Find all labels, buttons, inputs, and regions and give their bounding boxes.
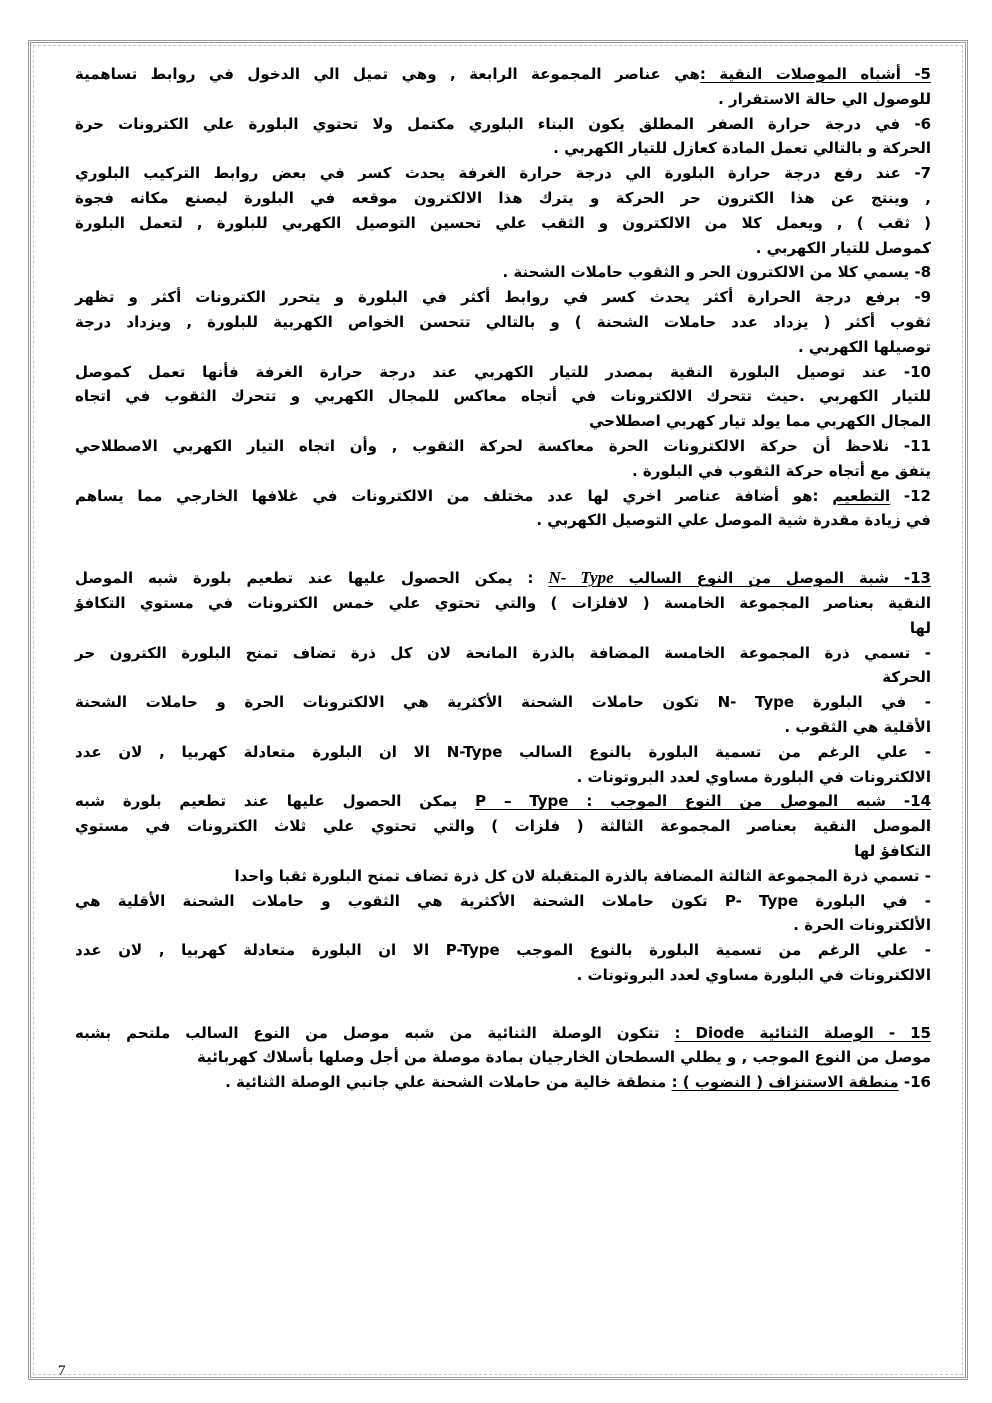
text-line bbox=[75, 839, 931, 864]
text-line bbox=[75, 864, 931, 889]
paragraph bbox=[75, 789, 931, 863]
text-line bbox=[75, 186, 931, 211]
line-text: :هو أضافة عناصر اخري لها عدد مختلف من الالكترونات في غلافها الخارجي مما يساهم bbox=[75, 486, 833, 505]
line-text: 7- عند رفع درجة حرارة البلورة الي درجة حرارة الغرفة يحدث كسر في بعض روابط التركيب البلوري bbox=[75, 164, 931, 183]
line-text: تتكون الوصلة الثنائية من شبه موصل من النوع السالب ملتحم بشبه bbox=[75, 1023, 675, 1042]
underlined-heading: منطقة الاستنزاف ( النضوب ) : bbox=[671, 1073, 899, 1092]
text-line bbox=[75, 459, 931, 484]
line-text: هي عناصر المجموعة الرابعة , وهي تميل الي الدخول في روابط تساهمية bbox=[75, 65, 700, 83]
paragraph bbox=[75, 484, 931, 534]
line-text: يتفق مع أتجاه حركة الثقوب في البلورة . bbox=[632, 461, 931, 480]
line-text: للتيار الكهربي .حيث تتحرك الالكترونات في أتجاه معاكس للمجال الكهربي و تتحرك الثقوب في اتجاه bbox=[75, 387, 931, 406]
paragraph bbox=[75, 1070, 931, 1095]
line-text: - تسمي ذرة المجموعة الخامسة المضافة بالذرة المانحة لان كل ذرة تضاف تمنح البلورة الكترون حر bbox=[75, 643, 931, 662]
underlined-heading: 5- أشباه الموصلات النقية : bbox=[699, 65, 931, 83]
text-line bbox=[75, 260, 931, 285]
paragraph bbox=[75, 690, 931, 740]
line-text: 8- يسمي كلا من الالكترون الحر و الثقوب حاملات الشحنة . bbox=[502, 263, 931, 282]
text-line bbox=[75, 310, 931, 335]
text-line bbox=[75, 566, 931, 591]
underlined-heading: 15 - الوصلة الثنائية Diode : bbox=[674, 1023, 931, 1042]
underlined-heading bbox=[548, 569, 931, 587]
paragraph-gap bbox=[75, 988, 931, 1021]
text-line bbox=[75, 62, 931, 87]
paragraph bbox=[75, 112, 931, 162]
text-line bbox=[75, 360, 931, 385]
text-line bbox=[75, 87, 931, 112]
text-line bbox=[75, 591, 931, 616]
underlined-heading: 14- شبه الموصل من النوع الموجب : P – Type bbox=[475, 792, 932, 811]
page-number: 7 bbox=[58, 1363, 66, 1379]
line-text: للوصول الي حالة الاستقرار . bbox=[718, 89, 931, 108]
line-text: الألكترونات الحرة . bbox=[793, 916, 931, 935]
line-text: الالكترونات في البلورة مساوي لعدد البروتونات . bbox=[576, 767, 931, 786]
text-line bbox=[75, 1070, 931, 1095]
paragraph bbox=[75, 864, 931, 889]
line-text: - علي الرغم من تسمية البلورة بالنوع السالب N-Type الا ان البلورة متعادلة كهربيا , لان عدد bbox=[75, 742, 931, 761]
line-text: - علي الرغم من تسمية البلورة بالنوع الموجب P-Type الا ان البلورة متعادلة كهربيا , لان عدد bbox=[75, 941, 931, 960]
text-line bbox=[75, 616, 931, 641]
line-text: توصيلها الكهربي . bbox=[798, 337, 931, 356]
text-line bbox=[75, 814, 931, 839]
line-text: - في البلورة N- Type تكون حاملات الشحنة الأكثرية هي الالكترونات الحرة و حاملات الشحنة bbox=[75, 693, 931, 712]
line-text: 6- في درجة حرارة الصفر المطلق يكون البناء البلوري مكتمل ولا تحتوي البلورة علي الكترونات حرة bbox=[75, 114, 931, 133]
line-text: لها bbox=[909, 618, 931, 637]
heading-text: 13- شبة الموصل من النوع السالب bbox=[613, 569, 931, 588]
line-text: موصل من النوع الموجب , و يطلي السطحان الخارجيان بمادة موصلة من أجل وصلها بأسلاك كهربائية bbox=[197, 1048, 931, 1067]
text-line bbox=[75, 938, 931, 963]
text-line bbox=[75, 963, 931, 988]
paragraph bbox=[75, 360, 931, 434]
line-text: 11- نلاحظ أن حركة الالكترونات الحرة معاكسة لحركة الثقوب , وأن اتجاه التيار الكهربي الاصطلاحي bbox=[75, 436, 931, 455]
line-text: - في البلورة P- Type تكون حاملات الشحنة الأكثرية هي الثقوب و حاملات الشحنة الأقلية هي bbox=[75, 891, 931, 910]
line-text: كموصل للتيار الكهربي . bbox=[755, 238, 931, 257]
line-text: ثقوب أكثر ( يزداد عدد حاملات الشحنة ) و بالتالي تتحسن الخواص الكهربية للبلورة , ويزداد درجة bbox=[75, 312, 931, 331]
paragraph bbox=[75, 938, 931, 988]
paragraph bbox=[75, 1021, 931, 1071]
text-line bbox=[75, 285, 931, 310]
line-text: الحركة و بالتالي تعمل المادة كعازل للتيار الكهربي . bbox=[553, 139, 931, 158]
paragraph bbox=[75, 434, 931, 484]
paragraph bbox=[75, 285, 931, 359]
text-line bbox=[75, 665, 931, 690]
paragraph-gap bbox=[75, 533, 931, 566]
text-line bbox=[75, 740, 931, 765]
item-number: 16- bbox=[898, 1073, 931, 1092]
paragraph bbox=[75, 641, 931, 691]
line-text: 10- عند توصيل البلورة النقية بمصدر للتيار الكهربي عند درجة حرارة الغرفة فأنها تعمل كموصل bbox=[75, 362, 931, 381]
line-text: في زيادة مقدرة شية الموصل علي التوصيل الكهربي . bbox=[536, 511, 931, 530]
line-text: الموصل النقية بعناصر المجموعة الثالثة ( فلزات ) والتي تحتوي علي ثلاث الكترونات في مستوي bbox=[75, 817, 931, 836]
line-text: الأقلية هي الثقوب . bbox=[784, 717, 931, 736]
text-line bbox=[75, 715, 931, 740]
paragraph bbox=[75, 62, 931, 112]
line-text: 9- برفع درجة الحرارة أكثر يحدث كسر في روابط أكثر في البلورة و يتحرر الكترونات أكثر و تظهر bbox=[75, 288, 931, 307]
item-number: 12- bbox=[890, 486, 931, 505]
text-line bbox=[75, 913, 931, 938]
text-line bbox=[75, 484, 931, 509]
heading-latin-term: N- Type bbox=[548, 568, 614, 588]
document-body bbox=[75, 62, 931, 1095]
line-text: النقية بعناصر المجموعة الخامسة ( لافلزات ) والتي تحتوي علي خمس الكترونات في مستوي التكافؤ bbox=[75, 593, 931, 612]
text-line bbox=[75, 690, 931, 715]
text-line bbox=[75, 434, 931, 459]
text-line bbox=[75, 136, 931, 161]
line-text: الالكترونات في البلورة مساوي لعدد البروتونات . bbox=[576, 965, 931, 984]
line-text: , وينتج عن هذا الكترون حر الحركة و يترك هذا الالكترون موقعه في البلورة ليصنع مكانه فجوة bbox=[75, 188, 931, 207]
text-line bbox=[75, 508, 931, 533]
text-line bbox=[75, 889, 931, 914]
line-text: - تسمي ذرة المجموعة الثالثة المضافة بالذرة المتقبلة لان كل ذرة تضاف تمنح البلورة ثقبا واحدا bbox=[234, 866, 931, 885]
text-line bbox=[75, 789, 931, 814]
text-line bbox=[75, 236, 931, 261]
line-text: منطقة خالية من حاملات الشحنة علي جانبي الوصلة الثنائية . bbox=[225, 1073, 672, 1092]
text-line bbox=[75, 335, 931, 360]
line-text: يمكن الحصول عليها عند تطعيم بلورة شبه bbox=[75, 792, 476, 811]
line-text: : يمكن الحصول عليها عند تطعيم بلورة شبه الموصل bbox=[75, 569, 549, 588]
paragraph bbox=[75, 161, 931, 260]
paragraph bbox=[75, 566, 931, 640]
text-line bbox=[75, 1021, 931, 1046]
underlined-heading: التطعيم bbox=[832, 486, 891, 505]
text-line bbox=[75, 641, 931, 666]
paragraph bbox=[75, 740, 931, 790]
text-line bbox=[75, 384, 931, 409]
line-text: المجال الكهربي مما يولد تيار كهربي اصطلاحي bbox=[589, 412, 931, 431]
text-line bbox=[75, 112, 931, 137]
paragraph bbox=[75, 260, 931, 285]
paragraph bbox=[75, 889, 931, 939]
text-line bbox=[75, 161, 931, 186]
line-text: الحركة bbox=[882, 668, 931, 687]
line-text: التكافؤ لها bbox=[854, 841, 931, 860]
text-line bbox=[75, 409, 931, 434]
text-line bbox=[75, 211, 931, 236]
text-line bbox=[75, 1045, 931, 1070]
line-text: ( ثقب ) , ويعمل كلا من الالكترون و الثقب علي تحسين التوصيل الكهربي للبلورة , لتعمل البلورة bbox=[75, 213, 931, 232]
text-line bbox=[75, 765, 931, 790]
